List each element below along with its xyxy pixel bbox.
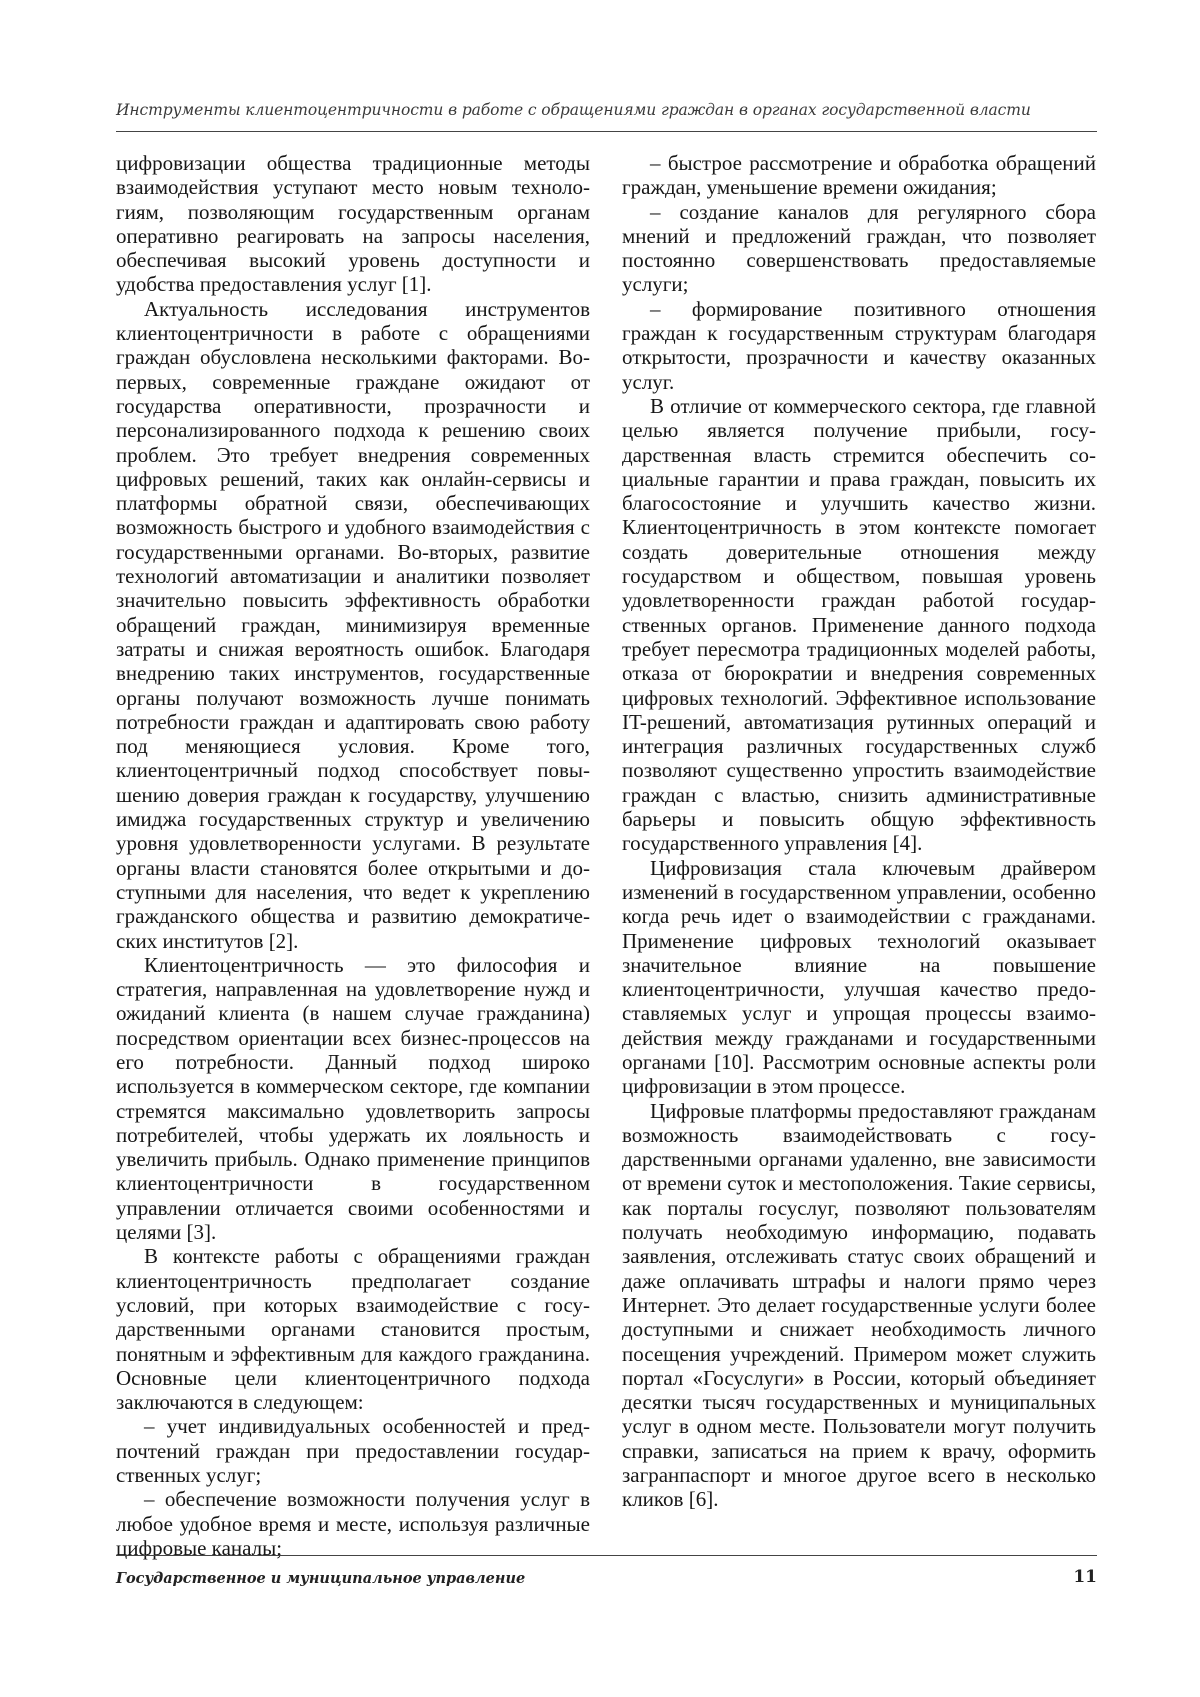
- left-list-item-1: – учет индивидуальных особенностей и предпочтений граждан при предоставлении государственных услуг;: [116, 1414, 590, 1488]
- right-paragraph-5: Цифровизация стала ключевым драйвером изменений в государственном управлении, особенно когда речь идет о взаимодействии с гражданами. Применение цифровых технологий оказывает значительное влияние на повышение клиентоцентричности, улучшая качество предоставляемых услуг и упрощая процессы взаимодействия между гражданами и государственными органами [10]. Рассмотрим основные аспекты роли цифровизации в этом процессе.: [622, 855, 1096, 1099]
- right-list-item-1: – быстрое рассмотрение и обработка обращений граждан, уменьшение времени ожидания;: [622, 151, 1096, 200]
- left-paragraph-4: В контексте работы с обращениями граждан клиентоцентричность предполагает создание условий, при которых взаимодействие с государственными органами становится простым, понятным и эффективным для каждого гражданина. Основные цели клиентоцентричного подхода заключаются в следующем:: [116, 1244, 590, 1415]
- page-number: 11: [1073, 1567, 1097, 1587]
- right-list-item-2: – создание каналов для регулярного сбора мнений и предложений граждан, что позволяет постоянно совершенствовать предоставляемые услуги;: [622, 199, 1096, 297]
- footer-rule: [116, 1555, 1097, 1556]
- right-list-item-3: – формирование позитивного отношения граждан к государственным структурам благодаря открытости, прозрачности и качеству оказанных услуг.: [622, 296, 1096, 394]
- header-rule: [116, 131, 1097, 132]
- left-list-item-2: – обеспечение возможности получения услуг в любое удобное время и месте, используя различные цифровые каналы;: [116, 1487, 590, 1560]
- left-column: [116, 151, 590, 1560]
- left-paragraph-2: Актуальность исследования инструментов клиентоцентричности в работе с обращениями граждан обусловлена несколькими факторами. Во-первых, современные граждане ожидают от государства оперативности, прозрачности и персонализированного подхода к решению своих проблем. Это требует внедрения современных цифровых решений, таких как онлайн-сервисы и платформы обратной связи, обеспечивающих возможность быстрого и удобного взаимодействия с государственными органами. Во-вторых, развитие технологий автоматизации и аналитики позволяет значительно повысить эффективность обработки обращений граждан, минимизируя временные затраты и снижая вероятность ошибок. Благодаря внедрению таких инструментов, государственные органы получают возможность лучше понимать потребности граждан и адаптировать свою работу под меняющиеся условия. Кроме того, клиентоцентричный подход способствует повышению доверия граждан к государству, улучшению имиджа государственных структур и увеличению уровня удовлетворенности услугами. В результате органы власти становятся более открытыми и доступными для населения, что ведет к укреплению гражданского общества и развитию демократических институтов [2].: [116, 296, 590, 953]
- right-column: [622, 151, 1096, 1512]
- right-paragraph-4: В отличие от коммерческого сектора, где главной целью является получение прибыли, государственная власть стремится обеспечить социальные гарантии и права граждан, повысить их благосостояние и улучшить качество жизни. Клиентоцентричность в этом контексте помогает создать доверительные отношения между государством и обществом, повышая уровень удовлетворенности граждан работой государственных органов. Применение данного подхода требует пересмотра традиционных моделей работы, отказа от бюрократии и внедрения современных цифровых технологий. Эффективное использование IT-решений, автоматизация рутинных операций и интеграция различных государственных служб позволяют существенно упростить взаимодействие граждан с властью, снизить административные барьеры и повысить общую эффективность государственного управления [4].: [622, 393, 1096, 856]
- right-paragraph-6: Цифровые платформы предоставляют гражданам возможность взаимодействовать с государственными органами удаленно, вне зависимости от времени суток и местоположения. Такие сервисы, как порталы госуслуг, позволяют пользователям получать необходимую информацию, подавать заявления, отслеживать статус своих обращений и даже оплачивать штрафы и налоги прямо через Интернет. Это делает государственные услуги более доступными и снижает необходимость личного посещения учреждений. Примером может служить портал «Госуслуги» в России, который объединяет десятки тысяч государственных и муниципальных услуг в одном месте. Пользователи могут получить справки, записаться на прием к врачу, оформить загранпаспорт и многое другое всего в несколько кликов [6].: [622, 1098, 1096, 1512]
- journal-title: Государственное и муниципальное управление: [116, 1570, 526, 1587]
- left-paragraph-1: цифровизации общества традиционные методы взаимодействия уступают место новым технологиям, позволяющим государственным органам оперативно реагировать на запросы населения, обеспечивая высокий уровень доступности и удобства предоставления услуг [1].: [116, 151, 590, 297]
- left-paragraph-3: Клиентоцентричность — это философия и стратегия, направленная на удовлетворение нужд и ожиданий клиента (в нашем случае гражданина) посредством ориентации всех бизнес-процессов на его потребности. Данный подход широко используется в коммерческом секторе, где компании стремятся максимально удовлетворить запросы потребителей, чтобы удержать их лояльность и увеличить прибыль. Однако применение принципов клиентоцентричности в государственном управлении отличается своими особенностями и целями [3].: [116, 952, 590, 1245]
- running-title: Инструменты клиентоцентричности в работе с обращениями граждан в органах государственной власти: [116, 101, 1031, 119]
